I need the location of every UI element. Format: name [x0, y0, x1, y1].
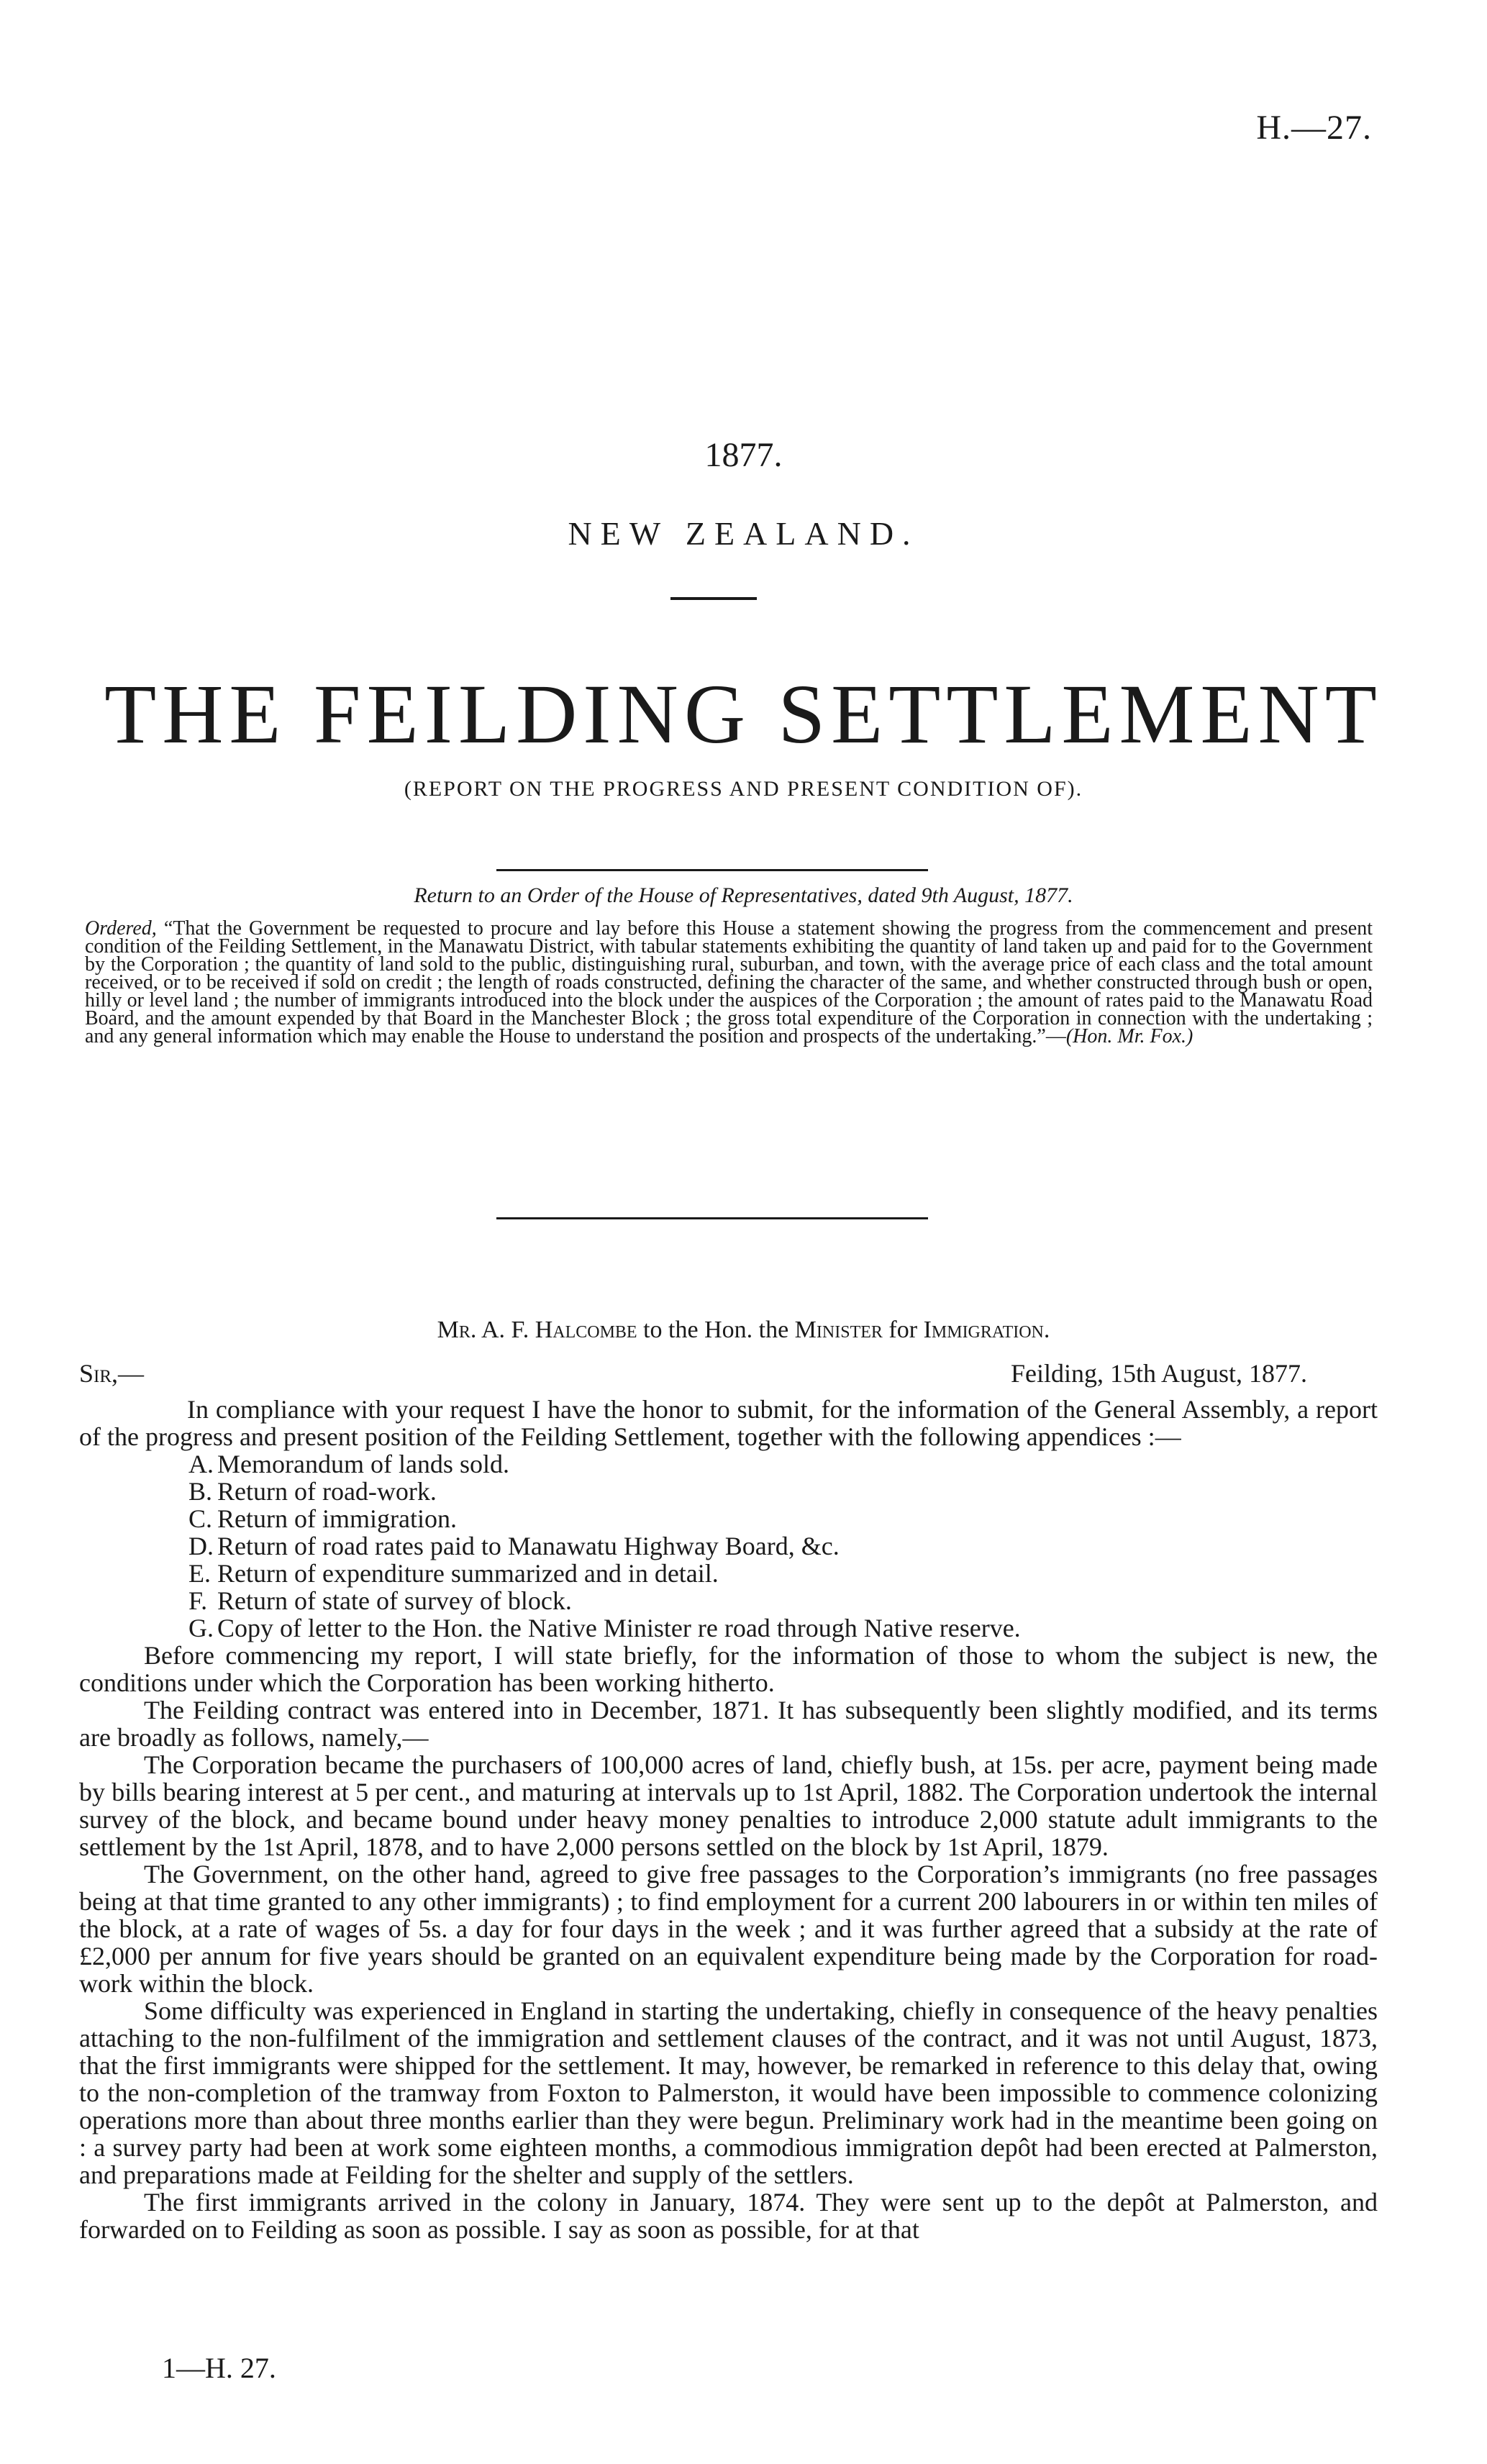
year-heading: 1877. — [704, 436, 783, 474]
order-attribution: (Hon. Mr. Fox.) — [1065, 1025, 1193, 1047]
appendix-text: Return of road rates paid to Manawatu Highway Board, &c. — [217, 1532, 840, 1560]
paper-reference: H.—27. — [1256, 109, 1372, 147]
list-item — [79, 1587, 1378, 1614]
list-item — [79, 1450, 1378, 1478]
divider-top — [496, 869, 928, 871]
list-item — [79, 1532, 1378, 1560]
appendix-letter: G. — [188, 1614, 214, 1642]
appendix-text: Return of expenditure summarized and in detail. — [217, 1559, 719, 1588]
dateline: Feilding, 15th August, 1877. — [1010, 1359, 1307, 1388]
body-paragraph: Before commencing my report, I will state briefly, for the information of those to whom the subject is new, the conditions under which the Corporation has been working hitherto. — [79, 1641, 1378, 1697]
intro-paragraph: In compliance with your request I have the honor to submit, for the information of the General Assembly, a report of the progress and present position of the Feilding Settlement, together with the following appendices :— — [79, 1395, 1378, 1451]
appendix-text: Copy of letter to the Hon. the Native Minister re road through Native reserve. — [217, 1614, 1021, 1642]
letter-for: for — [882, 1317, 924, 1343]
appendix-text: Return of state of survey of block. — [217, 1586, 572, 1615]
divider-short — [670, 597, 757, 600]
body-paragraph: The first immigrants arrived in the colony in January, 1874. They were sent up to the depôt at Palmerston, and forwarded on to Feilding as soon as possible. I say as soon as possible, for at that — [79, 2188, 1378, 2244]
appendix-text: Return of road-work. — [217, 1477, 437, 1506]
letter-body — [79, 1396, 1378, 2243]
appendix-text: Memorandum of lands sold. — [217, 1450, 509, 1478]
list-item — [79, 1505, 1378, 1532]
appendix-letter: D. — [188, 1532, 214, 1560]
appendix-letter: A. — [188, 1450, 214, 1478]
list-item — [79, 1614, 1378, 1642]
page-footer: 1—H. 27. — [162, 2352, 276, 2384]
country-heading: NEW ZEALAND. — [568, 515, 919, 552]
body-paragraph: The Corporation became the purchasers of 100,000 acres of land, chiefly bush, at 15s. per acre, payment being made by bills bearing interest at 5 per cent., and maturing at intervals up to 1st April, 1882. The Corporation undertook the internal survey of the block, and became bound under heavy money penalties to introduce 2,000 statute adult immigrants to the settlement by the 1st April, 1878, and to have 2,000 persons settled on the block by 1st April, 1879. — [79, 1750, 1378, 1861]
appendix-letter: F. — [188, 1586, 208, 1615]
appendix-letter: B. — [188, 1477, 213, 1506]
order-body: “That the Government be requested to procure and lay before this House a statement showing the progress from the commencement and present condition of the Feilding Settlement, in the Manawatu District, with tabular statements exhibiting the quantity of land taken up and paid for to the Government by the Corporation ; the quantity of land sold to the public, distinguishing rural, suburban, and town, with the average price of each class and the total amount received, or to be received if sold on credit ; the length of roads constructed, defining the character of the same, and whether constructed through bush or open, hilly or level land ; the number of immigrants introduced into the block under the auspices of the Corporation ; the amount of rates paid to the Manawatu Road Board, and the amount expended by that Board in the Manchester Block ; the gross total expenditure of the Corporation in connection with the undertaking ; and any general information which may enable the House to understand the position and prospects of the undertaking.”— — [85, 917, 1373, 1047]
letter-minister: Minister — [794, 1317, 883, 1343]
order-label: Ordered, — [85, 917, 157, 940]
list-item — [79, 1478, 1378, 1505]
divider-bottom — [496, 1217, 928, 1219]
salutation: Sir,— — [79, 1359, 145, 1388]
letter-from: Mr. A. F. Halcombe — [437, 1317, 637, 1343]
list-item — [79, 1560, 1378, 1587]
page-subtitle: (REPORT ON THE PROGRESS AND PRESENT CONDITION OF). — [404, 777, 1083, 801]
appendices-list — [79, 1450, 1378, 1642]
letter-heading — [0, 1317, 1487, 1344]
return-order-line: Return to an Order of the House of Representatives, dated 9th August, 1877. — [414, 883, 1073, 907]
appendix-letter: E. — [188, 1559, 211, 1588]
letter-to-the: to the Hon. the — [637, 1317, 795, 1343]
body-paragraph: Some difficulty was experienced in England in starting the undertaking, chiefly in consequence of the heavy penalties attaching to the non-fulfilment of the immigration and settlement clauses of the contract, and it was not until August, 1873, that the first immigrants were shipped for the settlement. It may, however, be remarked in reference to this delay that, owing to the non-completion of the tramway from Foxton to Palmerston, it would have been impossible to commence colonizing operations more than about three months earlier than they were begun. Preliminary work had in the meantime been going on : a survey party had been at work some eighteen months, a commodious immigration depôt had been erected at Palmerston, and preparations made at Feilding for the shelter and supply of the settlers. — [79, 1996, 1378, 2189]
page-title: THE FEILDING SETTLEMENT — [104, 667, 1383, 761]
order-text — [85, 919, 1373, 1045]
appendix-text: Return of immigration. — [217, 1504, 457, 1533]
body-paragraph: The Government, on the other hand, agreed to give free passages to the Corporation’s immigrants (no free passages being at that time granted to any other immigrants) ; to find employment for a current 200 labourers in or within ten miles of the block, at a rate of wages of 5s. a day for four days in the week ; and it was further agreed that a subsidy at the rate of £2,000 per annum for five years should be granted on an equivalent expenditure being made by the Corporation for road-work within the block. — [79, 1860, 1378, 1998]
appendix-letter: C. — [188, 1504, 213, 1533]
letter-department: Immigration. — [923, 1317, 1050, 1343]
body-paragraph: The Feilding contract was entered into in December, 1871. It has subsequently been slightly modified, and its terms are broadly as follows, namely,— — [79, 1696, 1378, 1752]
